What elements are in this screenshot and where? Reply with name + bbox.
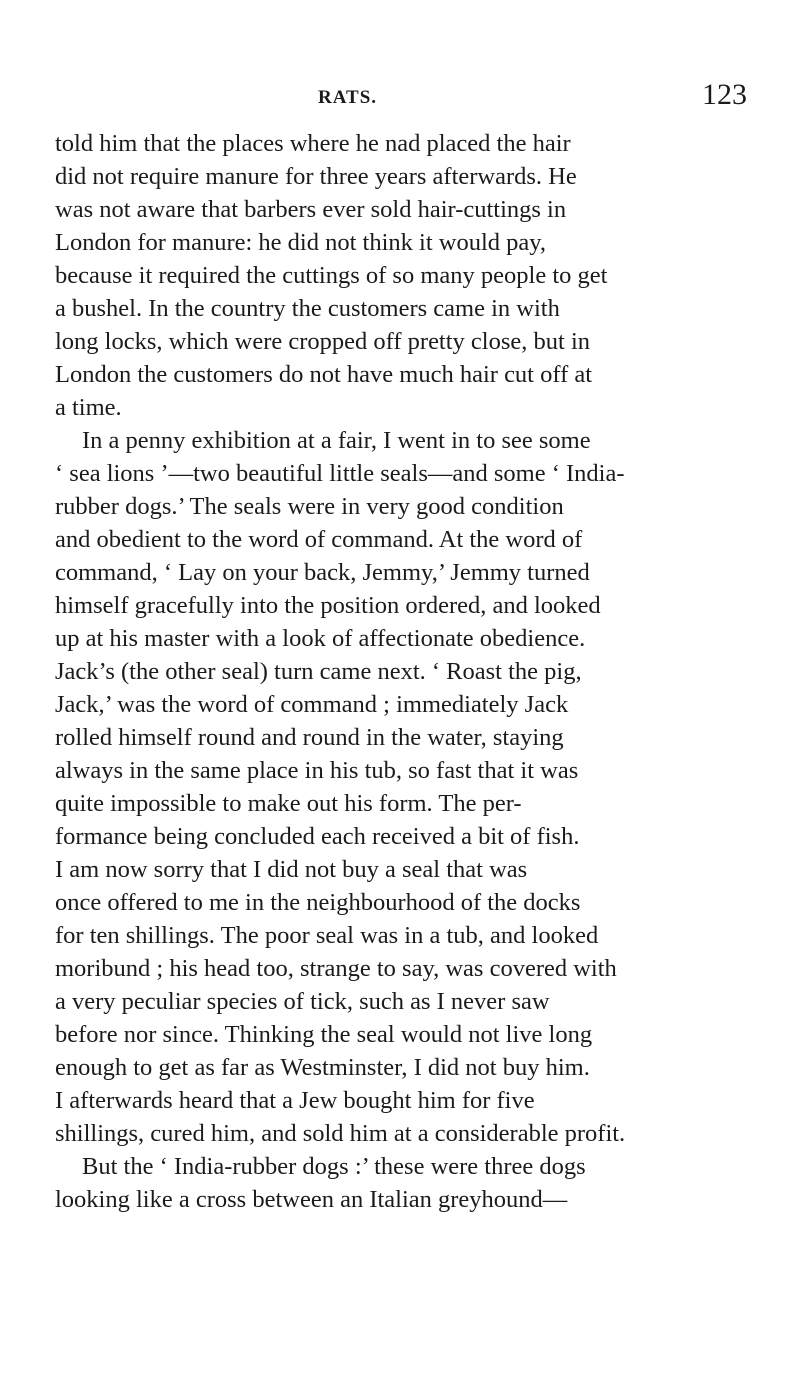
text-line: ‘ sea lions ’—two beautiful little seals—and some ‘ India- (55, 460, 625, 487)
text-line: and obedient to the word of command. At the word of (55, 526, 583, 553)
text-line: before nor since. Thinking the seal would not live long (55, 1021, 593, 1048)
text-line: a very peculiar species of tick, such as I never saw (55, 988, 550, 1015)
text-line: rolled himself round and round in the water, staying (55, 724, 564, 751)
paragraph-start-line: In a penny exhibition at a fair, I went in to see some (82, 427, 591, 454)
page-number: 123 (702, 78, 747, 111)
text-line: moribund ; his head too, strange to say, was covered with (55, 955, 617, 982)
text-line: Jack’s (the other seal) turn came next. ‘ Roast the pig, (55, 658, 582, 685)
text-line: for ten shillings. The poor seal was in a tub, and looked (55, 922, 599, 949)
text-line: I am now sorry that I did not buy a seal that was (55, 856, 528, 883)
text-line: Jack,’ was the word of command ; immediately Jack (55, 691, 569, 718)
text-line: himself gracefully into the position ordered, and looked (55, 592, 601, 619)
text-line: London the customers do not have much hair cut off at (55, 361, 593, 388)
running-head: RATS. (318, 87, 378, 108)
text-line: long locks, which were cropped off pretty close, but in (55, 328, 591, 355)
text-line: told him that the places where he nad placed the hair (55, 130, 571, 157)
text-line: command, ‘ Lay on your back, Jemmy,’ Jemmy turned (55, 559, 590, 586)
paragraph-start-line: But the ‘ India-rubber dogs :’ these were three dogs (82, 1153, 586, 1180)
text-line: did not require manure for three years afterwards. He (55, 163, 577, 190)
text-line: London for manure: he did not think it would pay, (55, 229, 547, 256)
text-line: was not aware that barbers ever sold hair-cuttings in (55, 196, 567, 223)
text-line: once offered to me in the neighbourhood of the docks (55, 889, 581, 916)
text-line: a bushel. In the country the customers came in with (55, 295, 560, 322)
text-line: I afterwards heard that a Jew bought him for five (55, 1087, 535, 1114)
text-line: quite impossible to make out his form. The per- (55, 790, 522, 817)
text-line: formance being concluded each received a bit of fish. (55, 823, 580, 850)
text-line: rubber dogs.’ The seals were in very good condition (55, 493, 564, 520)
text-line: up at his master with a look of affectionate obedience. (55, 625, 586, 652)
text-line: because it required the cuttings of so many people to get (55, 262, 608, 289)
text-line: a time. (55, 394, 122, 421)
text-line: always in the same place in his tub, so fast that it was (55, 757, 579, 784)
text-line: shillings, cured him, and sold him at a considerable profit. (55, 1120, 626, 1147)
text-line: looking like a cross between an Italian greyhound— (55, 1186, 568, 1213)
text-line: enough to get as far as Westminster, I did not buy him. (55, 1054, 590, 1081)
